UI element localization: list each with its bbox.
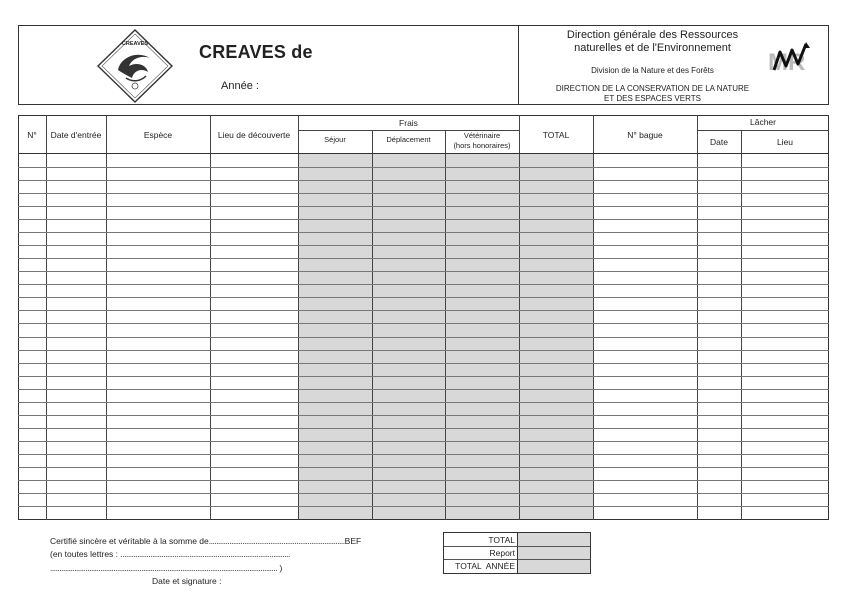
letters-label: (en toutes lettres : [50,549,119,559]
table-row [18,467,829,468]
col-divider [298,115,299,520]
col-group-lacher: Lâcher [750,117,776,127]
authority-name [519,29,786,55]
col-header-deplacement: Déplacement [386,135,431,144]
certify-line: Certifié sincère et véritable à la somme de.........................................................................BEF [50,536,362,546]
totals-rule [444,546,590,547]
closing-paren: ) [279,563,283,573]
table-row [18,493,829,494]
authority-line-2: naturelles et de l'Environnement [574,42,731,54]
direction-name [519,84,786,104]
table-row [18,232,829,233]
veterinaire-line-1: Vétérinaire [463,131,501,140]
table-row [18,441,829,442]
table-row [18,245,829,246]
creaves-logo [96,28,174,104]
col-header-lieu-decouverte: Lieu de découverte [217,130,291,140]
table-row [18,402,829,403]
table-row [18,297,829,298]
totals-rule [444,559,590,560]
col-header-date-entree: Date d'entrée [50,130,102,140]
certify-text: Certifié sincère et véritable à la somme de [50,536,209,546]
col-header-no: N° [27,130,37,140]
year-label: Année : [221,80,259,92]
table-row [18,363,829,364]
currency-label: BEF [344,536,362,546]
totals-value-area [518,533,590,573]
mr-logo [766,40,818,76]
col-divider [210,115,211,520]
col-header-total: TOTAL [542,130,570,140]
col-header-lacher-date: Date [710,137,728,147]
table-row [18,271,829,272]
col-divider [46,115,47,520]
page-title: CREAVES de [199,42,313,62]
letters-continuation: .......................................................................................................................... ) [50,563,283,573]
table-row [18,167,829,168]
lacher-group-rule [697,130,829,131]
table-row [18,180,829,181]
col-group-frais: Frais [399,118,418,128]
col-divider [106,115,107,520]
letters-line: (en toutes lettres : ........................................................................................... [50,549,290,559]
table-row [18,206,829,207]
table-row [18,323,829,324]
col-divider [519,115,520,520]
total-annee-label: TOTAL ANNÉE [455,561,515,571]
header-rule [18,153,829,154]
table-row [18,284,829,285]
col-divider [741,130,742,520]
table-row [18,337,829,338]
signature-label: Date et signature : [152,576,222,586]
col-header-espece: Espèce [143,130,173,140]
table-row [18,428,829,429]
col-divider [445,130,446,520]
col-divider [372,130,373,520]
table-row [18,258,829,259]
table-row [18,193,829,194]
col-header-veterinaire [445,131,519,151]
col-header-lacher-lieu: Lieu [776,137,794,147]
direction-line-1: DIRECTION DE LA CONSERVATION DE LA NATURE [555,84,750,93]
table-row [18,415,829,416]
table-row [18,506,829,507]
table-row [18,350,829,351]
total-label: TOTAL [488,535,515,545]
col-divider [697,115,698,520]
veterinaire-line-2: (hors honoraires) [453,141,511,150]
authority-line-1: Direction générale des Ressources [566,29,739,41]
table-row [18,480,829,481]
table-row [18,389,829,390]
col-header-bague: N° bague [627,130,663,140]
table-row [18,219,829,220]
division-name: Division de la Nature et des Forêts [591,66,714,75]
direction-line-2: ET DES ESPACES VERTS [604,94,701,103]
logo-text: CREAVES [121,41,149,47]
col-divider [593,115,594,520]
col-header-sejour: Séjour [324,135,346,144]
table-row [18,310,829,311]
report-label: Report [489,548,515,558]
table-row [18,454,829,455]
table-row [18,376,829,377]
mr-logo-text: MR [768,49,806,76]
